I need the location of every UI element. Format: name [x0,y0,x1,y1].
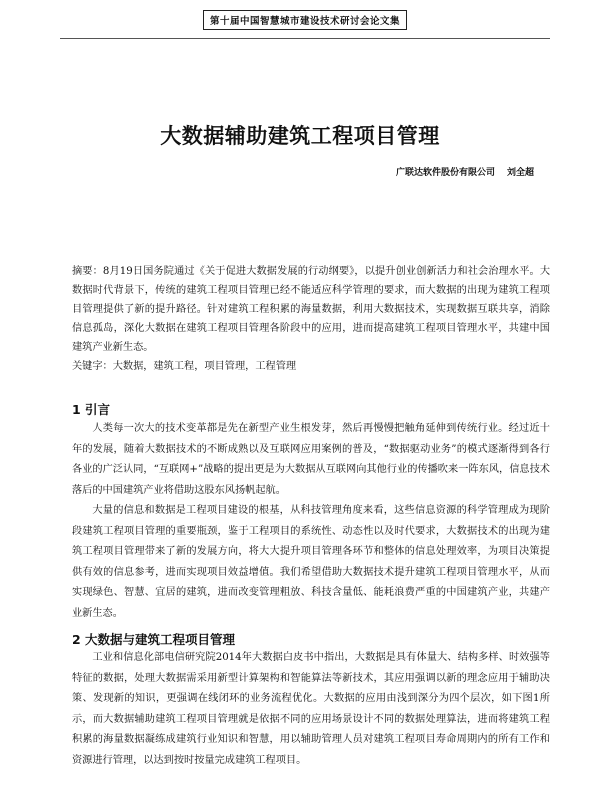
paper-title: 大数据辅助建筑工程项目管理 [160,124,440,148]
organization: 广联达软件股份有限公司 [395,168,495,178]
running-header: 第十届中国智慧城市建设技术研讨会论文集 [203,10,407,30]
abstract-text: 8月19日国务院通过《关于促进大数据发展的行动纲要》，以提升创业创新活力和社会治理水平。大数据时代背景下，传统的建筑工程项目管理已经不能适应科学管理的要求，而大数据的出现为建筑工程项目管理提供了新的提升路径。针对建筑工程积累的海量数据，利用大数据技术，实现数据互联共享，消除信息孤岛，深化大数据在建筑工程项目管理各阶段中的应用，进而提高建筑工程项目管理水平，共建中国建筑产业新生态。 [72,266,550,353]
paragraph: 大量的信息和数据是工程项目建设的根基，从科技管理角度来看，这些信息资源的科学管理成为现阶段建筑工程项目管理的重要瓶颈，鉴于工程项目的系统性、动态性以及时代要求，大数据技术的出现为建筑工程项目管理带来了新的发展方向，将大大提升项目管理各环节和整体的信息处理效率，为项目决策提供有效的信息参考，进而实现项目效益增值。我们希望借助大数据技术提升建筑工程项目管理水平，从而实现绿色、智慧、宜居的建筑，进而改变管理粗放、科技含量低、能耗浪费严重的中国建筑产业，共建产业新生态。 [72,505,550,619]
keywords-label: 关键字： [72,361,113,372]
keywords [72,358,550,376]
section-heading-big-data: 2 大数据与建筑工程项目管理 [72,632,236,647]
keywords-text: 大数据，建筑工程，项目管理，工程管理 [112,361,297,372]
header-rule [60,38,550,39]
abstract [72,262,550,357]
section-heading-intro: 1 引言 [72,402,111,417]
paragraph: 人类每一次大的技术变革都是先在新型产业生根发芽，然后再慢慢把触角延伸到传统行业。经过近十年的发展，随着大数据技术的不断成熟以及互联网应用案例的普及，“数据驱动业务”的模式逐渐得到各行各业的广泛认同，“互联网+”战略的提出更是为大数据从互联网向其他行业的传播吹来一阵东风，信息技术落后的中国建筑产业将借助这股东风扬帆起航。 [72,423,550,496]
paragraph: 工业和信息化部电信研究院2014年大数据白皮书中指出，大数据是具有体量大、结构多样、时效强等特征的数据，处理大数据需采用新型计算架构和智能算法等新技术，其应用强调以新的理念应用于辅助决策、发现新的知识，更强调在线闭环的业务流程优化。大数据的应用由浅到深分为四个层次，如下图1所示，而大数据辅助建筑工程项目管理就是依据不同的应用场景设计不同的数据处理算法，进而将建筑工程积累的海量数据凝练成建筑行业知识和智慧，用以辅助管理人员对建筑工程项目寿命周期内的所有工作和资源进行管理，以达到按时按量完成建筑工程项目。 [72,652,550,766]
affiliation-line [396,165,534,178]
author-name: 刘全超 [506,168,534,178]
abstract-label: 摘要： [72,266,103,277]
